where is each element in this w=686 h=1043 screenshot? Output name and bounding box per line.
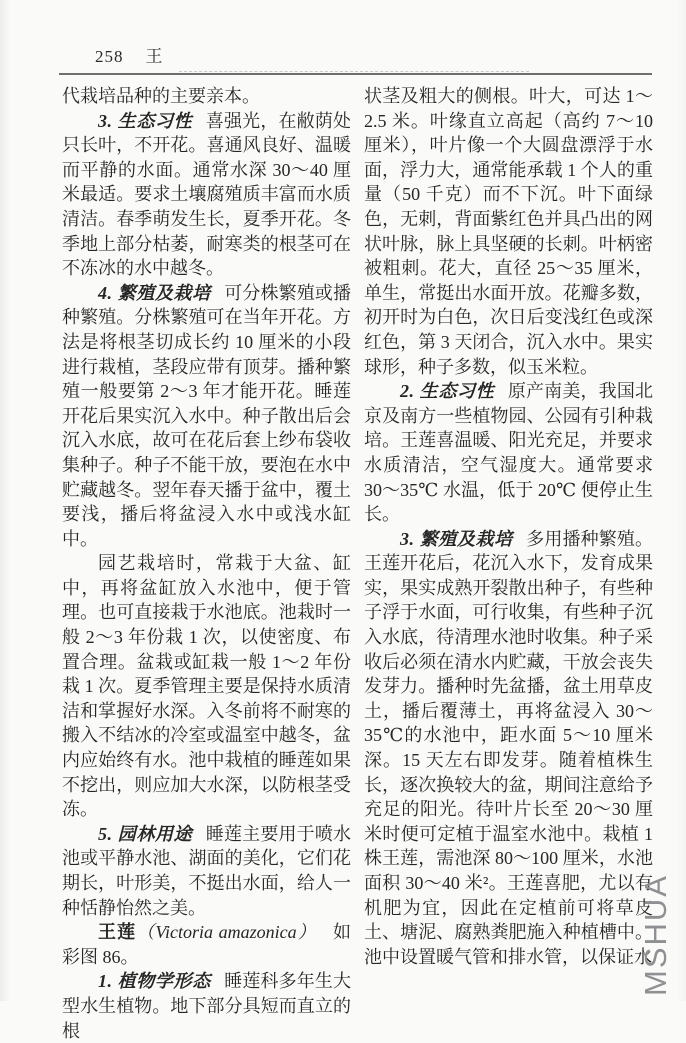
section-label: 5. 园林用途 xyxy=(98,823,193,844)
section-ecology-habit xyxy=(364,379,653,527)
page-number: 258 xyxy=(95,47,124,66)
section-label: 3. 生态习性 xyxy=(98,110,193,131)
section-propagation-cultivation xyxy=(62,281,351,552)
watermark: MSHUA xyxy=(638,874,673,996)
paragraph-text: 原产南美，我国北京及南方一些植物园、公园有引种栽培。王莲喜温暖、阳光充足，并要求水质清洁，空气湿度大。通常要求 30～35℃ 水温，低于 20℃ 便停止生长。 xyxy=(364,381,654,525)
section-label: 2. 生态习性 xyxy=(400,381,495,402)
entry-royal-waterlily xyxy=(62,920,351,969)
section-botanical-form xyxy=(62,969,351,1043)
section-label: 4. 繁殖及栽培 xyxy=(98,282,211,303)
page-header xyxy=(95,42,164,67)
paragraph-text: 喜强光，在敝荫处只长叶，不开花。喜通风良好、温暖而平静的水面。通常水深 30～40 厘米最适。要求土壤腐殖质丰富而水质清洁。春季萌发生长，夏季开花。冬季地上部分枯萎，耐寒类的根茎可在不冻冰的水中越冬。 xyxy=(62,110,352,279)
paragraph-text: 多用播种繁殖。王莲开花后，花沉入水下，发育成果实，果实成熟开裂散出种子，有些种子浮于水面，可行收集，有些种子沉入水底，待清理水池时收集。种子采收后必须在清水内贮藏，干放会丧失发芽力。播种时先盆播，盆土用草皮土，播后覆薄土，再将盆浸入 30～35℃的水池中，距水面 5～10 厘米深。15 天左右即发芽。随着植株生长，逐次换较大的盆，期间注意给予充足的阳光。待叶片长至 20～30 厘米时便可定植于温室水池中。栽植 1 株王莲，需池深 80～100 厘米，水池面积 30～40 米²。王莲喜肥，尤以有机肥为宜，因此在定植前可将草皮土、塘泥、腐熟粪肥施入种植槽中。池中设置暖气管和排水管，以保证水 xyxy=(364,528,653,967)
paragraph-garden-culture xyxy=(62,551,351,822)
section-ecology-habit xyxy=(62,109,351,281)
text-columns xyxy=(0,84,686,1043)
section-landscape-use xyxy=(62,822,351,920)
right-column xyxy=(364,84,653,1043)
left-column xyxy=(62,84,351,1043)
section-label: 3. 繁殖及栽培 xyxy=(400,528,513,549)
section-label: 1. 植物学形态 xyxy=(98,971,211,992)
entry-term: 王莲 xyxy=(98,922,137,943)
paragraph-text: 睡莲主要用于喷水池或平静水池、湖面的美化，它们花期长，叶形美，不挺出水面，给人一种恬静怡然之美。 xyxy=(62,823,352,918)
section-propagation-cultivation xyxy=(364,527,653,970)
header-rule xyxy=(59,73,652,75)
paragraph-text: 可分株繁殖或播种繁殖。分株繁殖可在当年开花。方法是将根茎切成长约 10 厘米的小段进行栽植，茎段应带有顶芽。播种繁殖一般要第 2～3 年才能开花。睡莲开花后果实沉入水中。种子散出后会沉入水底，故可在花后套上纱布袋收集种子。种子不能干放，要泡在水中贮藏越冬。翌年春天播于盆中，覆土要浅，播后将盆浸入水中或浅水缸中。 xyxy=(62,282,351,549)
paragraph-text: 状茎及粗大的侧根。叶大，可达 1～2.5 米。叶缘直立高起（高约 7～10 厘米），叶片像一个大圆盘漂浮于水面，浮力大，通常能承载 1 个人的重量（50 千克）而不下沉。叶下面绿色，无刺，背面紫红色并具凸出的网状叶脉，脉上具坚硬的长刺。叶柄密被粗刺。花大，直径 25～35 厘米，单生，常挺出水面开放。花瓣多数，初开时为白色，次日后变浅红色或深红色，第 3 天闭合，沉入水中。果实球形，种子多数，似玉米粒。 xyxy=(364,86,653,377)
paragraph-continuation xyxy=(62,84,351,109)
paragraph-text: 睡莲科多年生大型水生植物。地下部分具短而直立的根 xyxy=(62,971,351,1041)
chapter-word: 王 xyxy=(145,47,164,66)
paragraph-text: 园艺栽培时，常栽于大盆、缸中，再将盆缸放入水池中，便于管理。也可直接栽于水池底。池栽时一般 2～3 年份栽 1 次，以使密度、布置合理。盆栽或缸栽一般 1～2 年份栽 1 次。夏季管理主要是保持水质清洁和掌握好水深。入冬前将不耐寒的搬入不结冰的冷室或温室中越冬，盆内应始终有水。池中栽植的睡莲如果不挖出，则应加大水深，以防根茎受冻。 xyxy=(62,553,351,820)
entry-latin-name: （Victoria amazonica） xyxy=(136,922,317,943)
paragraph-text: 代栽培品种的主要亲本。 xyxy=(62,86,260,106)
paragraph-continuation xyxy=(364,84,653,379)
entry-reference: 如彩图 86。 xyxy=(62,922,351,967)
